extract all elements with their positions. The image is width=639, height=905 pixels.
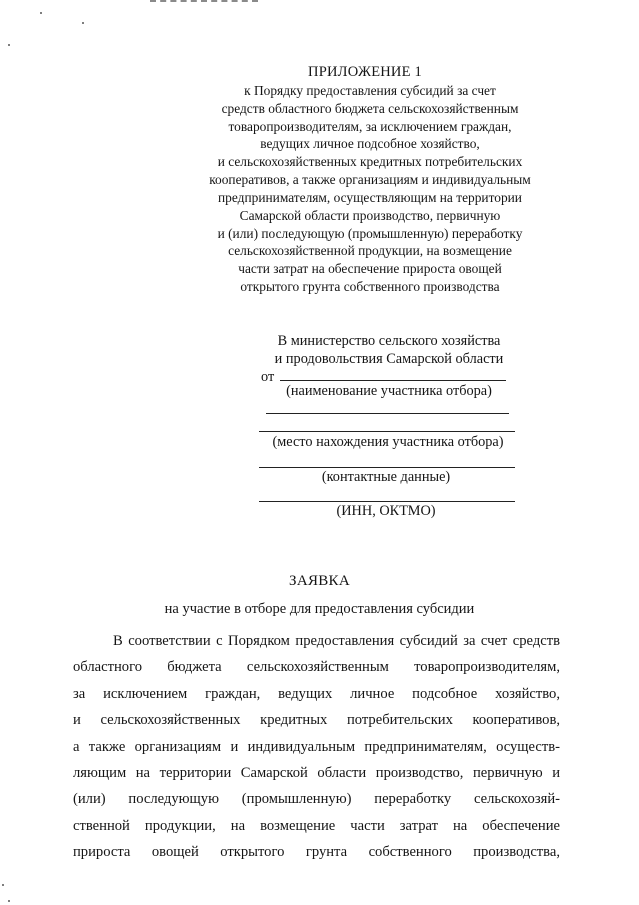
body-line: а также организациям и индивидуальным предпринимателям, осуществ- — [73, 738, 560, 755]
appendix-line: и (или) последующую (промышленную) переработку — [217, 225, 523, 241]
addressee-line: В министерство сельского хозяйства — [277, 333, 501, 349]
appendix-line: к Порядку предоставления субсидий за счет — [244, 82, 496, 98]
body-line: (или) последующую (промышленную) переработку сельскохозяй- — [73, 791, 560, 808]
body-line: за исключением граждан, ведущих личное подсобное хозяйство, — [73, 685, 560, 702]
participant-blank-line[interactable] — [266, 413, 509, 414]
caption-participant-location: (место нахождения участника отбора) — [272, 434, 504, 450]
scan-speck — [40, 12, 42, 14]
inn-blank-line[interactable] — [259, 501, 515, 502]
application-title: ЗАЯВКА — [289, 573, 350, 589]
body-line: областного бюджета сельскохозяйственным товаропроизводителям, — [73, 659, 560, 676]
scan-speck — [8, 44, 10, 46]
appendix-line: средств областного бюджета сельскохозяйственным — [221, 100, 519, 116]
appendix-line: предпринимателям, осуществляющим на территории — [218, 189, 522, 205]
body-line: и сельскохозяйственных кредитных потребительских кооперативов, — [73, 712, 560, 729]
scan-artifact-top-line — [150, 0, 258, 4]
body-line: В соответствии с Порядком предоставления субсидий за счет средств — [113, 633, 560, 649]
body-line: ляющим на территории Самарской области производство, первичную и — [73, 765, 560, 782]
appendix-header — [150, 64, 590, 296]
addressee-block — [258, 332, 520, 386]
body-line: ственной продукции, на возмещение части затрат на обеспечение — [73, 817, 560, 834]
caption-inn-oktmo: (ИНН, ОКТМО) — [336, 503, 436, 519]
appendix-line: товаропроизводителям, за исключением граждан, — [228, 118, 512, 134]
from-blank-field[interactable] — [280, 368, 506, 381]
application-body — [73, 628, 560, 866]
appendix-line: и сельскохозяйственных кредитных потребительских — [217, 154, 523, 170]
caption-contacts: (контактные данные) — [321, 469, 451, 485]
appendix-line: кооперативов, а также организациям и индивидуальным — [209, 172, 531, 188]
appendix-line: ведущих личное подсобное хозяйство, — [260, 136, 480, 152]
appendix-line: сельскохозяйственной продукции, на возмещение — [228, 243, 512, 259]
scan-speck — [82, 22, 84, 24]
addressee-line: и продовольствия Самарской области — [274, 351, 504, 367]
appendix-title: ПРИЛОЖЕНИЕ 1 — [308, 64, 422, 80]
location-blank-line[interactable] — [259, 431, 515, 432]
scan-speck — [2, 884, 4, 886]
from-label: от — [261, 369, 275, 385]
application-subtitle: на участие в отборе для предоставления субсидии — [164, 601, 475, 617]
appendix-line: части затрат на обеспечение прироста овощей — [238, 261, 502, 277]
caption-participant-name: (наименование участника отбора) — [286, 383, 492, 399]
appendix-line: Самарской области производство, первичную — [239, 207, 501, 223]
body-line: прироста овощей открытого грунта собственного производства, — [73, 844, 560, 861]
contacts-blank-line[interactable] — [259, 467, 515, 468]
appendix-line: открытого грунта собственного производства — [240, 279, 500, 295]
scan-speck — [8, 900, 10, 902]
